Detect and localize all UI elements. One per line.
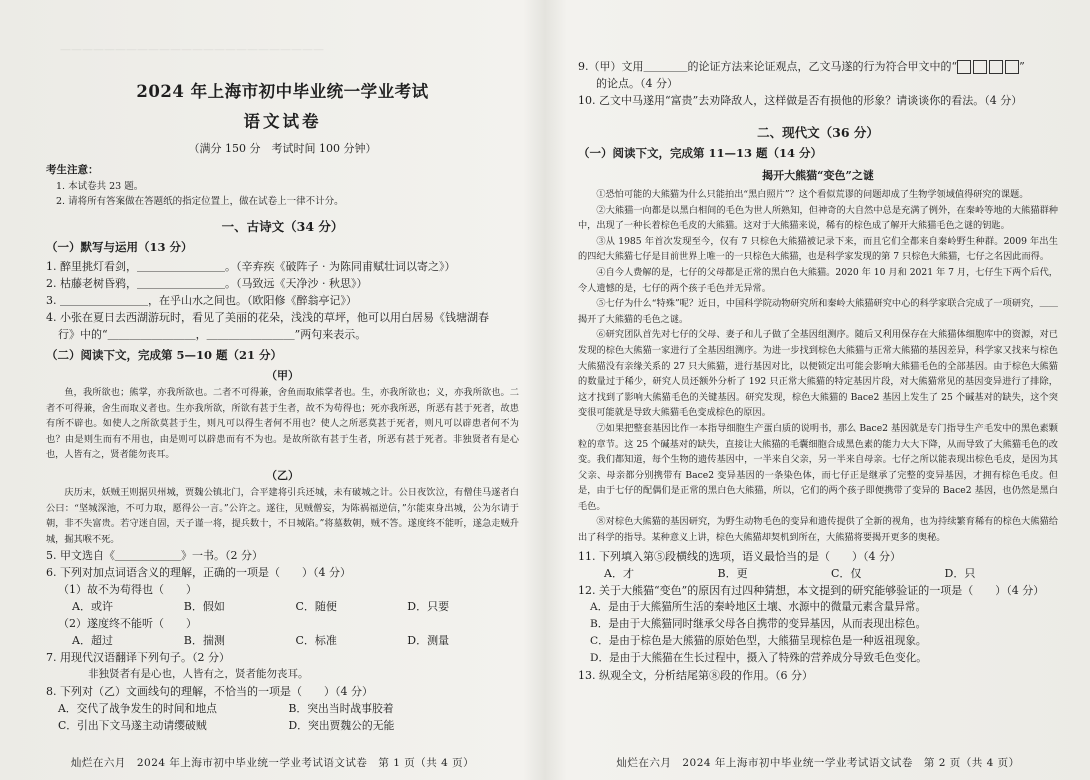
option: C．随便 xyxy=(295,600,337,614)
option: D．只要 xyxy=(407,600,450,614)
question-4-cont: 行》中的“＿＿＿＿＿＿＿＿，＿＿＿＿＿＿＿＿”两句来表示。 xyxy=(58,328,367,341)
paragraph: ⑧对棕色大熊猫的基因研究，为野生动物毛色的变异和遗传提供了全新的视角，也为持续繁育稀有的棕色大熊猫给出了科学的指导。某种意义上讲，棕色大熊猫却契机到所在，大熊猫将要揭开更多的奥秘。 xyxy=(578,516,1058,544)
passage-jia: 鱼，我所欲也；熊掌，亦我所欲也。二者不可得兼，舍鱼而取熊掌者也。生，亦我所欲也；义，亦我所欲也。二者不可得兼，舍生而取义者也。生亦我所欲，所欲有甚于生者，故不为苟得也；死亦我所恶，所恶有甚于死者，故患有所不辟也。如使人之所欲莫甚于生，则凡可以得生者何不用也？使人之所恶莫甚于死者，则凡可以辟患者何不为也？由是则生而有不用也，由是则可以辟患而有不为也。是故所欲有甚于生者，所恶有甚于死者。非独贤者有是心也，人皆有之，贤者能勿丧耳。 xyxy=(46,387,519,461)
part-heading: （一）阅读下文，完成第 11—13 题（14 分） xyxy=(578,146,823,160)
options-8 xyxy=(46,700,519,734)
question-3: 3. ＿＿＿＿＿＿＿＿，在乎山水之间也。（欧阳修《醉翁亭记》） xyxy=(46,294,357,307)
question-9-text: 9.（甲）文用＿＿＿＿的论证方法来论证观点，乙文马遂的行为符合甲文中的“ xyxy=(578,60,958,73)
question-10: 10. 乙文中马遂用“富贵”去劝降敌人，这样做是否有损他的形象？请谈谈你的看法。（4 分） xyxy=(578,94,1023,107)
options-6-1 xyxy=(46,598,519,615)
question-9-cont: 的论点。（4 分） xyxy=(596,77,678,90)
option: A．超过 xyxy=(72,634,113,648)
passage-yi: 庆历末，妖贼王则据贝州城，贾魏公镇北门，合平建将引兵还城，未有破城之计。公日夜饮泣，有僧佳马遂者白公曰：“坚城深池，不可力取，愿得公一言。”公许之。遂往，见贼僧妄，为陈祸福逆信，”尔能束身出城，公为尔请于朝，非不失富贵。若守迷自固，天子谨一将，提兵数十，不日城陷。”将墓数朝，贼不答。遂度终不能听，遂急走贼升城，掘其喉不死。 xyxy=(46,486,519,545)
question-9 xyxy=(578,58,1058,75)
paragraph: ①恐怕可能的大熊猫为什么只能拍出“黑白照片”？这个看似荒谬的问题却成了生物学领域值得研究的课题。 xyxy=(596,189,1029,200)
question-9-close-quote: ” xyxy=(1019,60,1025,73)
option: B．更 xyxy=(717,566,748,580)
option: A．是由于大熊猫所生活的秦岭地区土壤、水源中的微量元素含量异常。 xyxy=(590,600,927,613)
exam-subtitle: 语文试卷 xyxy=(243,112,322,131)
answer-boxes xyxy=(957,60,1019,74)
option: B．是由于大熊猫同时继承父母各自携带的变异基因，从而表现出棕色。 xyxy=(590,617,927,630)
question-7: 7. 用现代汉语翻译下列句子。（2 分） xyxy=(46,651,230,665)
question-6: 6. 下列对加点词语含义的理解，正确的一项是（ ）（4 分） xyxy=(46,566,351,580)
paragraph: ④自今人费解的是，七仔的父母都是正常的黑白色大熊猫。2020 年 10 月和 2021 年 7 月，七仔生下两个后代，令人遗憾的是，七仔的两个孩子毛色并无异常。 xyxy=(578,266,1058,294)
paragraph: ②大熊猫一向都是以黑白相间的毛色为世人所熟知，但神奇的大自然中总是充满了例外，在秦岭等地的大熊猫群种中，出现了一种长着棕色毛皮的大熊猫。这对于大熊猫来说，稀有的棕色成了解开大熊猫毛色之谜的钥匙。 xyxy=(578,204,1058,232)
option: A．交代了战争发生的时间和地点 xyxy=(58,702,217,716)
paragraph: ⑥研究团队首先对七仔的父母、妻子和儿子做了全基因组测序。随后又利用保存在大熊猫体细胞库中的资源，对已发现的棕色大熊猫一家进行了全基因组测序。为进一步找到棕色大熊猫与正常大熊猫的基因差异，科学家又找来与棕色大熊猫没有亲缘关系的 27 只大熊猫，进行基因对比，以便锁定出可能会影响大熊猫毛色的全部基因。由于棕色大熊猫的数量过于稀少，研究人员还额外分析了 192 只正常大熊猫的特定基因片段，对大熊猫常见的基因变异进行了排除，这才找到了影响大熊猫毛色的关键基因。研究发现，棕色大熊猫的 Bace2 基因上发生了 25 个碱基对的缺失，这个突变很可能就是导致大熊猫毛色变成棕色的原因。 xyxy=(578,329,1058,419)
page-footer: 灿烂在六月 2024 年上海市初中毕业统一学业考试语文试卷 第 2 页（共 4 页） xyxy=(616,757,1020,769)
options-6-2 xyxy=(46,632,519,649)
paragraph: ⑤七仔为什么“特殊”呢？近日，中国科学院动物研究所和秦岭大熊猫研究中心的科学家联合完成了一项研究，＿＿揭开了大熊猫的毛色之谜。 xyxy=(578,298,1058,325)
option: A．或许 xyxy=(72,600,113,614)
notice-heading: 考生注意： xyxy=(46,164,99,176)
question-6-2: （2）遂度终不能听（ ） xyxy=(58,617,197,631)
option: D．测量 xyxy=(407,634,450,648)
question-8: 8. 下列对（乙）文画线句的理解，不恰当的一项是（ ）（4 分） xyxy=(46,685,373,699)
notice-item: 2. 请将所有答案做在答题纸的指定位置上，做在试卷上一律不计分。 xyxy=(56,196,344,207)
section-heading: 一、古诗文（34 分） xyxy=(221,219,344,234)
question-12: 12. 关于大熊猫“变色”的原因有过四种猜想，本文提到的研究能够验证的一项是（ ）（4 分） xyxy=(578,583,1045,597)
page-footer: 灿烂在六月 2024 年上海市初中毕业统一学业考试语文试卷 第 1 页（共 4 页） xyxy=(70,757,475,769)
exam-title: 2024 年上海市初中毕业统一学业考试 xyxy=(136,82,429,101)
option: B．假如 xyxy=(183,600,225,614)
question-7-sentence: 非独贤者有是心也，人皆有之，贤者能勿丧耳。 xyxy=(88,668,309,681)
option: C．是由于棕色是大熊猫的原始色型，大熊猫呈现棕色是一种返祖现象。 xyxy=(590,634,927,647)
option: C．标准 xyxy=(295,634,337,648)
question-1: 1. 醉里挑灯看剑，＿＿＿＿＿＿＿＿。（辛弃疾《破阵子 · 为陈同甫赋壮词以寄之》） xyxy=(46,260,456,273)
part-heading: （一）默写与运用（13 分） xyxy=(46,240,193,254)
option: D．是由于大熊猫在生长过程中，摄入了特殊的营养成分导致毛色变化。 xyxy=(590,651,927,664)
option: C．引出下文马遂主动请缨破贼 xyxy=(58,719,207,733)
question-2: 2. 枯藤老树昏鸦，＿＿＿＿＿＿＿＿。（马致远《天净沙 · 秋思》） xyxy=(46,277,368,290)
notice-item: 1. 本试卷共 23 题。 xyxy=(56,181,144,192)
passage-title: 揭开大熊猫“变色”之谜 xyxy=(762,169,874,182)
question-4: 4. 小张在夏日去西湖游玩时，看见了美丽的花朵，浅浅的草坪，他可以用白居易《钱塘湖春 xyxy=(46,311,489,324)
page-2 xyxy=(548,0,1088,780)
option: B．揣测 xyxy=(183,634,225,648)
paragraph: ⑦如果把整套基因比作一本指导细胞生产蛋白质的说明书，那么 Bace2 基因就是专门指导生产毛发中的黑色素颗粒的章节。这 25 个碱基对的缺失，直接让大熊猫的毛囊细胞合成黑色素的能力大大下降，从而导致了大熊猫毛色的改变。我们都知道，每个生物的遗传基因中，一半来自父亲，另一半来自母亲。七仔之所以能表现出棕色毛皮，是因为其父亲、母亲都分别携带有 Bace2 变异基因的一条染色体，而七仔正是继承了完整的变异基因，才拥有棕色毛皮。但是，由于七仔的配偶们是正常的黑白色大熊猫，所以，它们的两个孩子即便携带了变异的 Bace2 基因，也仍然是黑白毛色。 xyxy=(578,422,1058,512)
question-6-1: （1）故不为苟得也（ ） xyxy=(58,583,197,597)
option: D．只 xyxy=(944,566,976,580)
option: B．突出当时战事胶着 xyxy=(288,702,394,716)
question-11: 11. 下列填入第⑤段横线的选项，语义最恰当的是（ ）（4 分） xyxy=(578,549,901,563)
options-11 xyxy=(578,565,1058,582)
bleed-through-text: ———————————————————————— xyxy=(60,43,324,56)
option: D．突出贾魏公的无能 xyxy=(288,719,395,733)
option: A．才 xyxy=(604,566,634,580)
passage-label-yi: （乙） xyxy=(266,468,299,482)
paragraph: ③从 1985 年首次发现至今，仅有 7 只棕色大熊猫被记录下来，而且它们全都来自秦岭野生种群。2009 年出生的四纪大熊猫七仔是目前世界上唯一的一只棕色大熊猫，也是科学家发现的第 7 只棕色大熊猫，七仔之名因此而得。 xyxy=(578,235,1058,263)
question-5: 5. 甲文选自《＿＿＿＿＿＿》一书。（2 分） xyxy=(46,549,263,563)
exam-meta: （满分 150 分 考试时间 100 分钟） xyxy=(188,142,377,155)
passage-label-jia: （甲） xyxy=(266,369,299,382)
question-13: 13. 纵观全文，分析结尾第⑧段的作用。（6 分） xyxy=(578,668,813,682)
section-heading: 二、现代文（36 分） xyxy=(757,125,879,140)
part-heading: （二）阅读下文，完成第 5—10 题（21 分） xyxy=(46,348,283,362)
option: C．仅 xyxy=(831,566,862,580)
